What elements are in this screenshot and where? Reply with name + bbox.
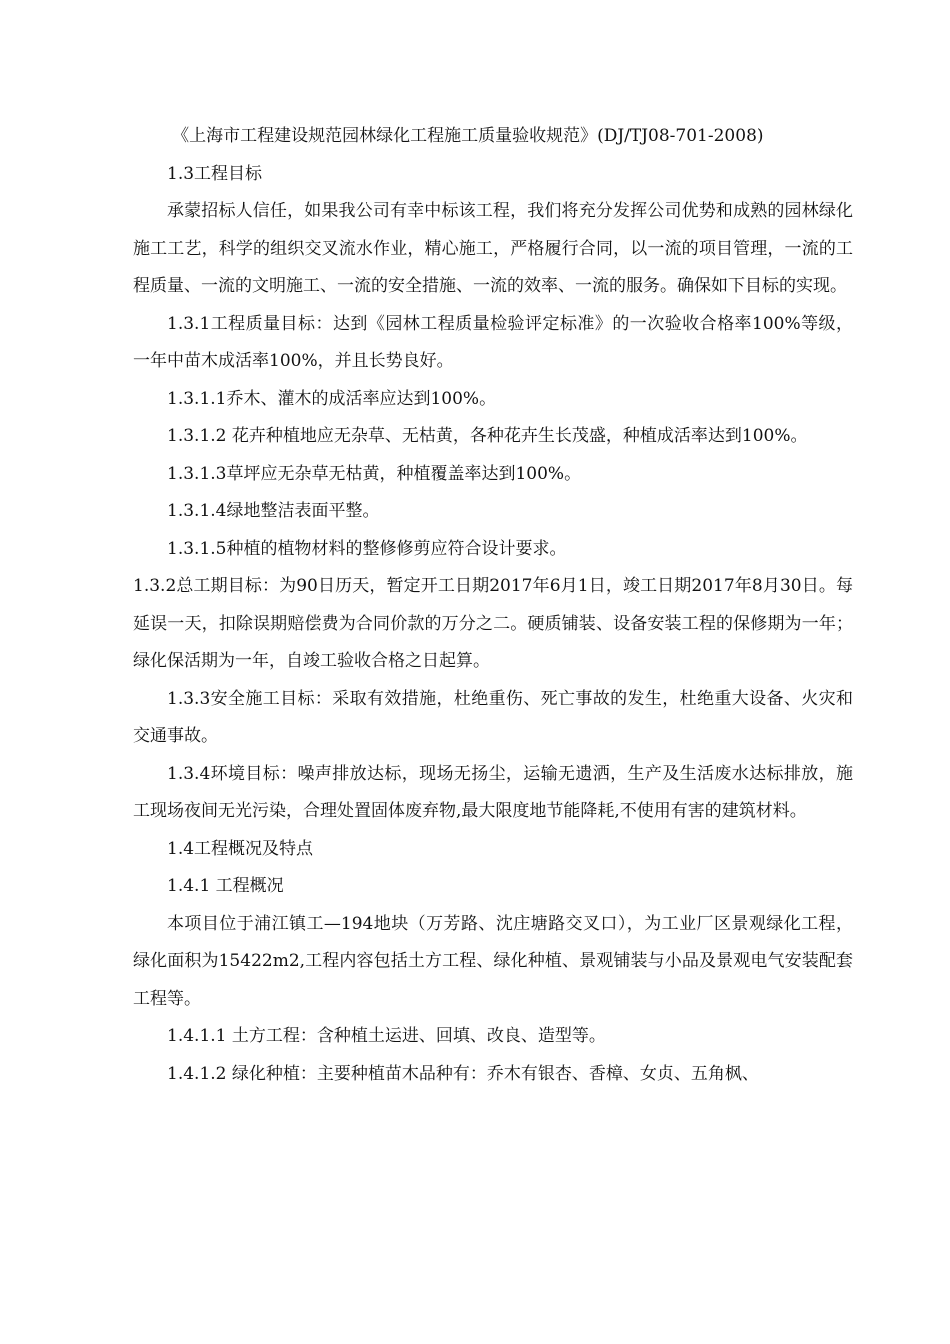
plant-pruning-paragraph: 1.3.1.5种植的植物材料的整修修剪应符合设计要求。 xyxy=(167,538,567,559)
intro-commitment-paragraph: 承蒙招标人信任，如果我公司有幸中标该工程，我们将充分发挥公司优势和成熟的园林绿化施工工艺，科学的组织交叉流水作业，精心施工，严格履行合同，以一流的项目管理，一流的工程质量、一流的文明施工、一流的安全措施、一流的效率、一流的服务。确保如下目标的实现。 xyxy=(133,201,853,296)
reference-standard-line: 《上海市工程建设规范园林绿化工程施工质量验收规范》(DJ/TJ08-701-2008) xyxy=(172,126,764,146)
greening-item-paragraph: 1.4.1.2 绿化种植：主要种植苗木品种有：乔木有银杏、香樟、女贞、五角枫、 xyxy=(167,1063,759,1084)
schedule-goal-paragraph: 1.3.2总工期目标：为90日历天，暂定开工日期2017年6月1日，竣工日期2017年8月30日。每延误一天，扣除误期赔偿费为合同价款的万分之二。硬质铺装、设备安装工程的保修期为一年；绿化保活期为一年，自竣工验收合格之日起算。 xyxy=(133,576,853,671)
safety-goal-paragraph: 1.3.3安全施工目标：采取有效措施，杜绝重伤、死亡事故的发生，杜绝重大设备、火灾和交通事故。 xyxy=(133,688,853,746)
earthwork-item-paragraph: 1.4.1.1 土方工程：含种植土运进、回填、改良、造型等。 xyxy=(167,1026,606,1046)
greenland-clean-paragraph: 1.3.1.4绿地整洁表面平整。 xyxy=(167,501,380,521)
section-heading-1-4-1: 1.4.1 工程概况 xyxy=(167,876,284,896)
quality-goal-paragraph: 1.3.1工程质量目标：达到《园林工程质量检验评定标准》的一次验收合格率100%等级，一年中苗木成活率100%，并且长势良好。 xyxy=(133,313,853,371)
section-heading-1-3: 1.3工程目标 xyxy=(167,163,263,184)
lawn-coverage-paragraph: 1.3.1.3草坪应无杂草无枯黄，种植覆盖率达到100%。 xyxy=(167,463,582,484)
flower-planting-paragraph: 1.3.1.2 花卉种植地应无杂草、无枯黄，各种花卉生长茂盛，种植成活率达到100%。 xyxy=(167,426,808,446)
document-page xyxy=(133,118,853,1093)
section-heading-1-4: 1.4工程概况及特点 xyxy=(167,838,314,859)
tree-survival-paragraph: 1.3.1.1乔木、灌木的成活率应达到100%。 xyxy=(167,388,497,409)
environment-goal-paragraph: 1.3.4环境目标：噪声排放达标，现场无扬尘，运输无遗洒，生产及生活废水达标排放，施工现场夜间无光污染，合理处置固体废弃物,最大限度地节能降耗,不使用有害的建筑材料。 xyxy=(133,763,853,821)
project-location-paragraph: 本项目位于浦江镇工—194地块（万芳路、沈庄塘路交叉口），为工业厂区景观绿化工程，绿化面积为15422m2,工程内容包括土方工程、绿化种植、景观铺装与小品及景观电气安装配套工程等。 xyxy=(133,913,853,1009)
